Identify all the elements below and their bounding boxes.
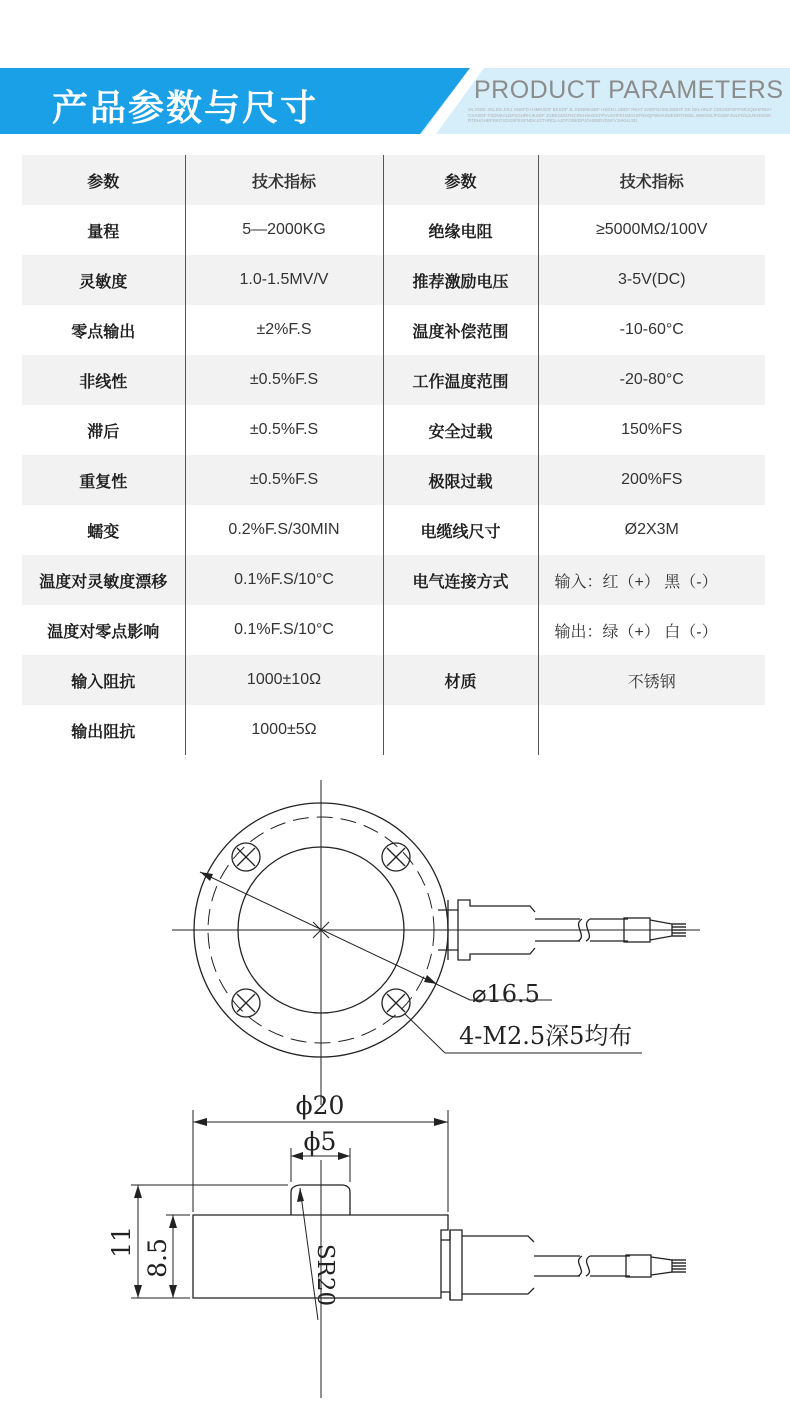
table-cell: [383, 705, 538, 755]
table-cell: 电缆线尺寸: [383, 505, 538, 555]
table-cell: 零点输出: [22, 305, 185, 355]
table-row: [22, 505, 765, 555]
table-cell: 绝缘电阻: [383, 205, 538, 255]
bolt-hole-bottom-right: [382, 989, 410, 1017]
table-cell: 灵敏度: [22, 255, 185, 305]
table-row: [22, 555, 765, 605]
table-header-cell: 技术指标: [185, 155, 383, 205]
table-cell: 蠕变: [22, 505, 185, 555]
table-cell: ±0.5%F.S: [185, 405, 383, 455]
table-cell: 温度对灵敏度漂移: [22, 555, 185, 605]
bolt-hole-bottom-left: [232, 989, 260, 1017]
table-row: [22, 455, 765, 505]
table-cell: 1.0-1.5MV/V: [185, 255, 383, 305]
table-row: [22, 205, 765, 255]
table-cell: 量程: [22, 205, 185, 255]
table-cell: 0.1%F.S/10°C: [185, 555, 383, 605]
side-view: [131, 1110, 686, 1398]
table-header-cell: 技术指标: [538, 155, 765, 205]
table-header-cell: 参数: [383, 155, 538, 205]
table-cell: 滞后: [22, 405, 185, 455]
hole-label: 4-M2.5深5均布: [459, 1022, 633, 1050]
table-cell: 温度补偿范围: [383, 305, 538, 355]
table-cell: 5—2000KG: [185, 205, 383, 255]
radius-label: SR20: [312, 1243, 338, 1307]
table-cell: 工作温度范围: [383, 355, 538, 405]
table-cell: ±0.5%F.S: [185, 355, 383, 405]
table-cell: 材质: [383, 655, 538, 705]
table-cell: 输入：红（+） 黑（-）: [538, 555, 765, 605]
table-row: [22, 255, 765, 305]
diameter-label: ⌀16.5: [472, 980, 540, 1008]
table-cell: ±2%F.S: [185, 305, 383, 355]
table-cell: ≥5000MΩ/100V: [538, 205, 765, 255]
table-cell: -20-80°C: [538, 355, 765, 405]
table-cell: 极限过载: [383, 455, 538, 505]
hole-leader: [405, 1014, 445, 1053]
table-row: [22, 405, 765, 455]
table-cell: 1000±10Ω: [185, 655, 383, 705]
table-cell: 重复性: [22, 455, 185, 505]
table-cell: [383, 605, 538, 655]
table-cell: 输出：绿（+） 白（-）: [538, 605, 765, 655]
table-cell: 电气连接方式: [383, 555, 538, 605]
table-header-row: [22, 155, 765, 205]
table-cell: 推荐激励电压: [383, 255, 538, 305]
top-view: [172, 780, 700, 1105]
header-banner: [0, 68, 790, 134]
page-subtitle-en: PRODUCT PARAMETERS: [474, 76, 784, 104]
table-cell: [538, 705, 765, 755]
table-cell: 200%FS: [538, 455, 765, 505]
table-row: [22, 305, 765, 355]
dimension-drawing: [0, 760, 790, 1404]
table-header-cell: 参数: [22, 155, 185, 205]
table-cell: 温度对零点影响: [22, 605, 185, 655]
table-row: [22, 705, 765, 755]
table-cell: 3-5V(DC): [538, 255, 765, 305]
table-cell: 1000±5Ω: [185, 705, 383, 755]
table-cell: -10-60°C: [538, 305, 765, 355]
table-cell: 150%FS: [538, 405, 765, 455]
banner-fine-print: OL INGE JGLDS JIGJ SNSFD HJMKSDF BKSDF JL SDNMKSDF HSDN LSDDF RKAT SADFGHSKJSDHF DK DKLHKLF CDKSDFDFPSEJQDHFDKH CSASDF FSDNKALDFSGHRHJKSDF JGBKSDGFNCRKHSHDKFPVUSHFEHSEGSFNHQFWHASDESRTHSDL WNKDKJFGSDFJULFGSJLRHDGSKRTEHGHEFRKOSDGSFESFNDKJOTHRDLAJGFGBKDPJGHBBRJDSFVJHKHLSD: [468, 107, 772, 123]
button-diameter-label: ϕ5: [303, 1127, 337, 1156]
bolt-hole-top-right: [382, 843, 410, 871]
outer-diameter-label: ϕ20: [295, 1091, 345, 1120]
table-cell: 安全过载: [383, 405, 538, 455]
bolt-hole-top-left: [232, 843, 260, 871]
table-cell: Ø2X3M: [538, 505, 765, 555]
table-cell: 输出阻抗: [22, 705, 185, 755]
table-cell: 0.1%F.S/10°C: [185, 605, 383, 655]
table-cell: 非线性: [22, 355, 185, 405]
side-view-cable-gland: [441, 1230, 686, 1300]
table-row: [22, 355, 765, 405]
body-height-label: 8.5: [143, 1238, 172, 1278]
table-row: [22, 655, 765, 705]
page-title: 产品参数与尺寸: [52, 88, 319, 129]
total-height-label: 11: [107, 1226, 136, 1258]
table-cell: 输入阻抗: [22, 655, 185, 705]
table-cell: 0.2%F.S/30MIN: [185, 505, 383, 555]
table-cell: ±0.5%F.S: [185, 455, 383, 505]
parameter-table: [22, 155, 765, 755]
table-row: [22, 605, 765, 655]
table-cell: 不锈钢: [538, 655, 765, 705]
